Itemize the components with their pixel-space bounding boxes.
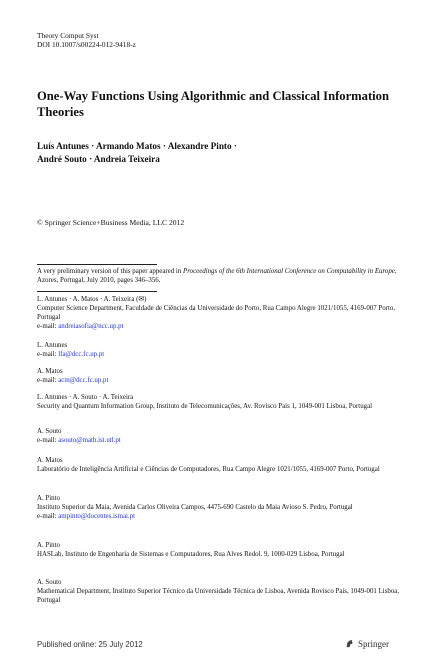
published-online: Published online: 25 July 2012	[37, 640, 143, 649]
affiliation-9	[37, 579, 407, 606]
footnote-text-end: , Azores, Portugal, July 2010, pages 346–356.	[37, 268, 397, 284]
affiliation-3	[37, 368, 407, 386]
author-list	[37, 140, 417, 165]
affiliation-4	[37, 394, 407, 412]
affiliation-2	[37, 342, 407, 360]
affiliation-address: Security and Quantum Information Group, Instituto de Telecomunicações, Av. Rovisco Pais 1, 1049-001 Lisboa, Portugal	[37, 402, 373, 410]
affiliation-address: Instituto Superior da Maia, Avenida Carlos Oliveira Campos, 4475-690 Castelo da Maia Avioso S. Pedro, Portugal	[37, 503, 353, 511]
affiliation-email-row	[37, 513, 407, 522]
paper-title: One-Way Functions Using Algorithmic and Classical Information Theories	[37, 89, 389, 119]
affiliation-names: A. Souto	[37, 579, 62, 586]
springer-horse-icon	[344, 638, 355, 649]
email-label: e-mail:	[37, 436, 59, 444]
affiliation-names: A. Pinto	[37, 495, 60, 502]
affiliation-1	[37, 296, 407, 332]
springer-logo	[344, 637, 389, 650]
publisher-name: Springer	[358, 638, 389, 649]
email-link[interactable]: andreiasofia@ncc.up.pt	[58, 322, 124, 330]
email-link[interactable]: lfa@dcc.fc.up.pt	[58, 350, 105, 358]
affiliation-address: Mathematical Department, Instituto Superior Técnico da Universidade Técnica de Lisboa, Avenida Rovisco Pais, 1049-001 Lisboa, Portugal	[37, 587, 400, 604]
authors-line-2: André Souto · Andreia Teixeira	[37, 153, 160, 164]
footnote-text: A very preliminary version of this paper appeared in	[37, 268, 183, 275]
footnote	[37, 268, 407, 286]
email-link[interactable]: acm@dcc.fc.up.pt	[58, 376, 109, 384]
footnote-separator	[37, 291, 157, 292]
copyright: © Springer Science+Business Media, LLC 2012	[37, 218, 185, 227]
email-label: e-mail:	[37, 322, 59, 330]
affiliation-names: L. Antunes	[37, 342, 68, 349]
authors-line-1: Luís Antunes · Armando Matos · Alexandre Pinto ·	[37, 141, 237, 151]
affiliation-address: Computer Science Department, Faculdade de Ciências da Universidade do Porto, Rua Campo Alegre 1021/1055, 4169-007 Porto, Portugal	[37, 304, 396, 321]
affiliation-names: L. Antunes · A. Souto · A. Teixeira	[37, 394, 134, 401]
affiliation-5	[37, 428, 407, 446]
doi: DOI 10.1007/s00224-012-9418-z	[37, 40, 136, 49]
affiliation-names: A. Matos	[37, 457, 63, 464]
email-label: e-mail:	[37, 350, 59, 358]
affiliation-email-row	[37, 351, 407, 360]
email-link[interactable]: ampinto@docentes.ismai.pt	[58, 512, 136, 520]
affiliation-6	[37, 457, 407, 475]
email-link[interactable]: asouto@math.ist.utl.pt	[58, 436, 121, 444]
email-label: e-mail:	[37, 512, 59, 520]
affiliation-names: A. Pinto	[37, 542, 60, 549]
affiliation-address: Laboratório de Inteligência Artificial e Ciências de Computadores, Rua Campo Alegre 1021/1055, 4169-007 Porto, Portugal	[37, 465, 380, 473]
footnote-rule	[37, 264, 157, 265]
affiliation-address: HASLab, Instituto de Engenharia de Sistemas e Computadores, Rua Alves Redol. 9, 1000-029 Lisboa, Portugal	[37, 550, 345, 558]
journal-name: Theory Comput Syst	[37, 31, 99, 40]
affiliation-email-row	[37, 323, 407, 332]
email-label: e-mail:	[37, 376, 59, 384]
affiliation-email-row	[37, 377, 407, 386]
affiliation-email-row	[37, 437, 407, 446]
affiliation-names: A. Matos	[37, 368, 63, 375]
affiliation-names: L. Antunes · A. Matos · A. Teixeira (✉)	[37, 296, 147, 303]
footnote-venue: Proceedings of the 6th International Conference on Computability in Europe	[183, 268, 395, 275]
affiliation-8	[37, 542, 407, 560]
affiliation-names: A. Souto	[37, 428, 62, 435]
affiliation-7	[37, 495, 407, 522]
